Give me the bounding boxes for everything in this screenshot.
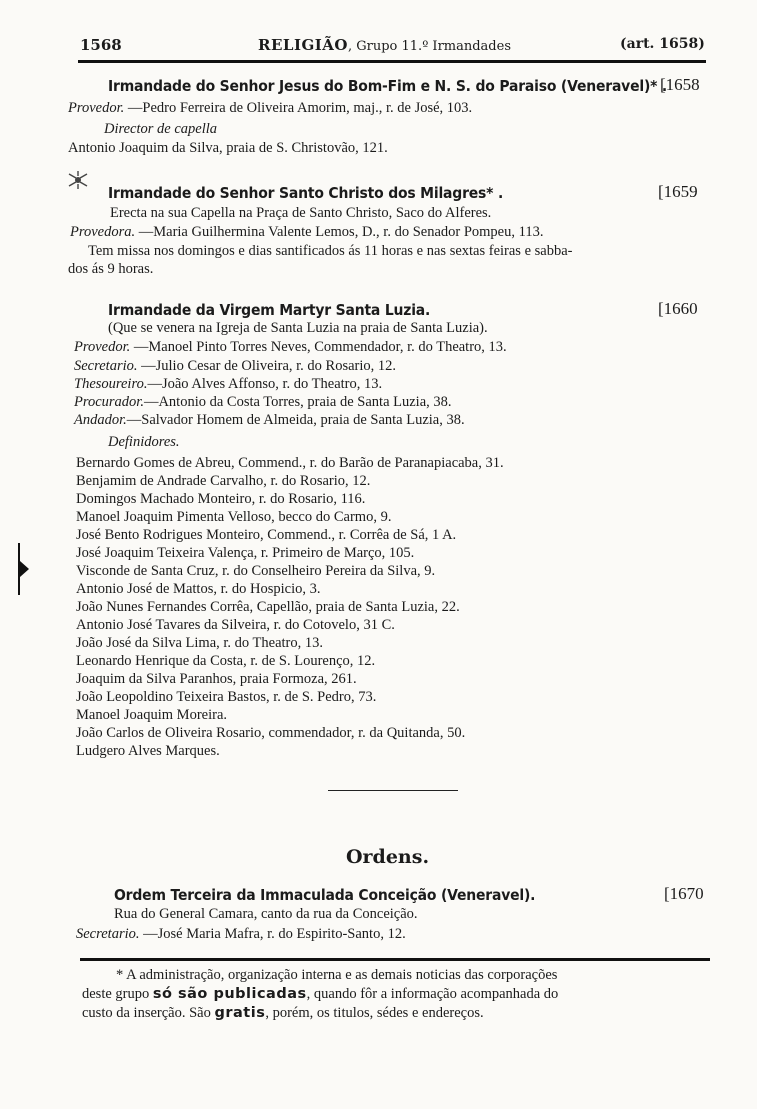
running-header — [258, 36, 511, 54]
entry-1660-title: Irmandade da Virgem Martyr Santa Luzia. — [108, 301, 431, 319]
entry-1660-line: Procurador.—Antonio da Costa Torres, praia de Santa Luzia, 38. — [74, 394, 452, 410]
definidores-label: Definidores. — [108, 434, 180, 450]
section-divider — [328, 790, 458, 791]
entry-1660-line: Thesoureiro.—João Alves Affonso, r. do Theatro, 13. — [74, 376, 383, 392]
definidor-item: Manoel Joaquim Moreira. — [76, 707, 228, 723]
entry-1658-line: Director de capella — [104, 121, 218, 137]
entry-1660-line: Andador.—Salvador Homem de Almeida, praia de Santa Luzia, 38. — [74, 412, 465, 428]
footnote-line: * A administração, organização interna e as demais noticias das corporações — [116, 967, 558, 983]
entry-1670-title: Ordem Terceira da Immaculada Conceição (Veneravel). — [114, 886, 536, 904]
entry-1670-line: Secretario. —José Maria Mafra, r. do Espirito-Santo, 12. — [76, 926, 406, 942]
definidor-item: João Nunes Fernandes Corrêa, Capellão, praia de Santa Luzia, 22. — [76, 599, 460, 615]
footnote-line: custo da inserção. São gratis, porém, os titulos, sédes e endereços. — [82, 1005, 484, 1021]
entry-1659-line: Erecta na sua Capella na Praça de Santo Christo, Saco do Alferes. — [110, 205, 492, 221]
page-number: 1568 — [80, 36, 122, 54]
definidor-item: Joaquim da Silva Paranhos, praia Formoza, 261. — [76, 671, 357, 687]
footnote-rule — [80, 958, 710, 961]
definidor-item: Manoel Joaquim Pimenta Velloso, becco do Carmo, 9. — [76, 509, 392, 525]
footnote-line: deste grupo só são publicadas, quando fôr a informação acompanhada do — [82, 986, 559, 1002]
definidor-item: Visconde de Santa Cruz, r. do Conselheiro Pereira da Silva, 9. — [76, 563, 436, 579]
definidor-item: Antonio José de Mattos, r. do Hospicio, 3. — [76, 581, 321, 597]
entry-1658-title: Irmandade do Senhor Jesus do Bom-Fim e N. S. do Paraiso (Veneravel)* . — [108, 77, 668, 95]
entry-1659-line: Tem missa nos domingos e dias santificados ás 11 horas e nas sextas feiras e sabba- — [88, 243, 573, 259]
definidor-item: Ludgero Alves Marques. — [76, 743, 220, 759]
section-title: RELIGIÃO — [258, 36, 348, 54]
entry-1659-line: dos ás 9 horas. — [68, 261, 154, 277]
entry-1670-line: Rua do General Camara, canto da rua da Conceição. — [114, 906, 418, 922]
entry-1660-line: (Que se venera na Igreja de Santa Luzia na praia de Santa Luzia). — [108, 320, 488, 336]
section-subtitle: , Grupo 11.º Irmandades — [348, 39, 511, 54]
definidor-item: João Leopoldino Teixeira Bastos, r. de S. Pedro, 73. — [76, 689, 377, 705]
ornament-icon — [67, 170, 89, 190]
entry-1660-line: Secretario. —Julio Cesar de Oliveira, r. do Rosario, 12. — [74, 358, 397, 374]
definidor-item: Leonardo Henrique da Costa, r. de S. Lourenço, 12. — [76, 653, 376, 669]
definidor-item: Bernardo Gomes de Abreu, Commend., r. do Barão de Paranapiacaba, 31. — [76, 455, 504, 471]
margin-marker-icon — [16, 543, 30, 595]
entry-1660-number: [1660 — [658, 299, 698, 318]
entry-1658-line: Antonio Joaquim da Silva, praia de S. Christovão, 121. — [68, 140, 388, 156]
entry-1659-number: [1659 — [658, 182, 698, 201]
definidor-item: José Bento Rodrigues Monteiro, Commend., r. Corrêa de Sá, 1 A. — [76, 527, 457, 543]
entry-1659-line: Provedora. —Maria Guilhermina Valente Lemos, D., r. do Senador Pompeu, 113. — [70, 224, 544, 240]
entry-1658-number: [1658 — [660, 75, 700, 94]
article-reference: (art. 1658) — [620, 36, 705, 52]
entry-1660-line: Provedor. —Manoel Pinto Torres Neves, Commendador, r. do Theatro, 13. — [74, 339, 507, 355]
ordens-heading: Ordens. — [346, 846, 430, 868]
definidor-item: Benjamim de Andrade Carvalho, r. do Rosario, 12. — [76, 473, 371, 489]
definidor-item: Antonio José Tavares da Silveira, r. do Cotovelo, 31 C. — [76, 617, 395, 633]
entry-1659-title: Irmandade do Senhor Santo Christo dos Milagres* . — [108, 184, 504, 202]
definidor-item: José Joaquim Teixeira Valença, r. Primeiro de Março, 105. — [76, 545, 415, 561]
entry-1670-number: [1670 — [664, 884, 704, 903]
definidor-item: Domingos Machado Monteiro, r. do Rosario, 116. — [76, 491, 366, 507]
entry-1658-line: Provedor. —Pedro Ferreira de Oliveira Amorim, maj., r. de José, 103. — [68, 100, 473, 116]
definidor-item: João José da Silva Lima, r. do Theatro, 13. — [76, 635, 323, 651]
header-rule — [78, 60, 706, 63]
definidor-item: João Carlos de Oliveira Rosario, commendador, r. da Quitanda, 50. — [76, 725, 466, 741]
